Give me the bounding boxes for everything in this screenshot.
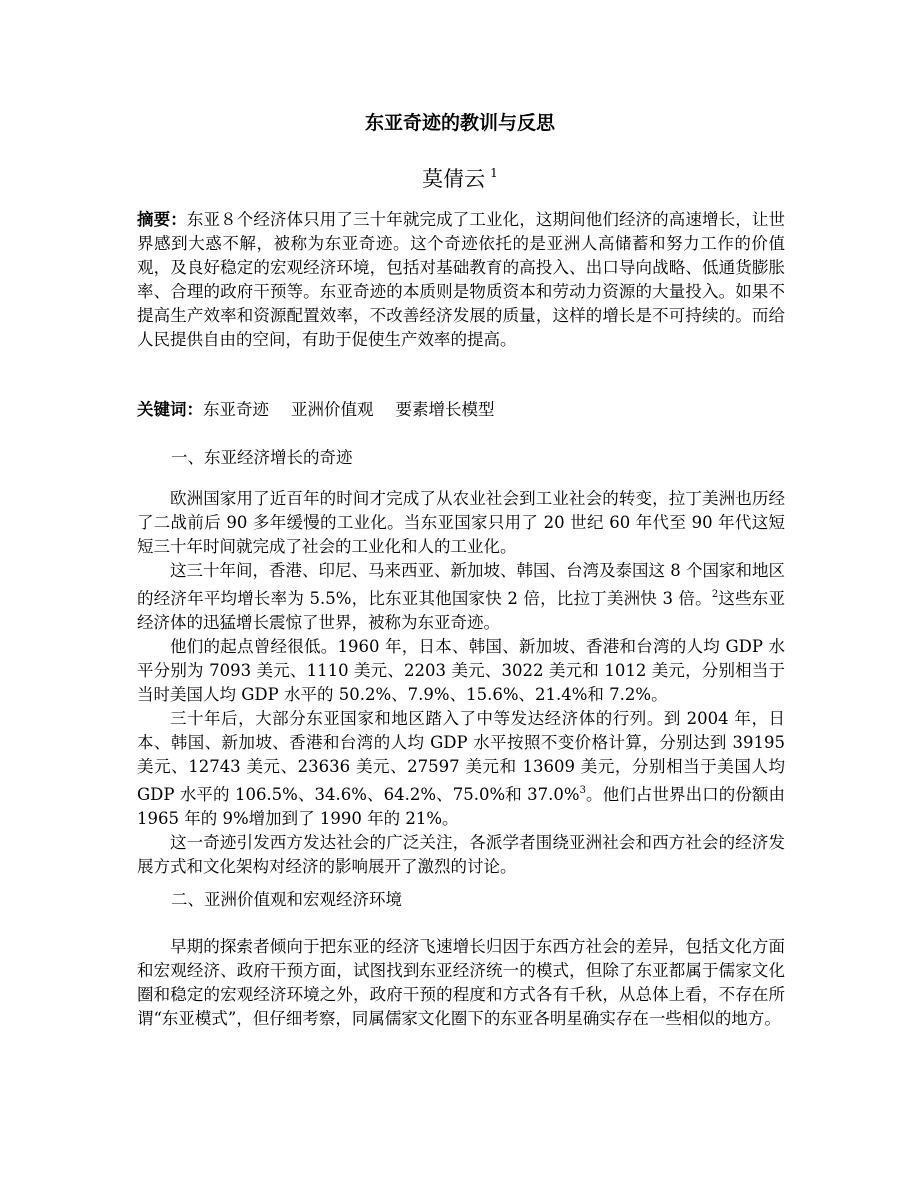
paragraph — [137, 707, 785, 831]
section-1-body — [137, 487, 785, 879]
paragraph-text: 。他们占世界出口的份额由 1965 年的 9%增加到了 1990 年的 21%。 — [137, 785, 786, 828]
paragraph-text: 这些东亚经济体的迅猛增长震惊了世界，被称为东亚奇迹。 — [137, 589, 786, 632]
section-2-body — [137, 935, 785, 1031]
keywords — [137, 398, 785, 422]
keyword: 亚洲价值观 — [291, 400, 374, 419]
author-name: 莫倩云 — [422, 167, 486, 191]
paragraph: 这一奇迹引发西方发达社会的广泛关注，各派学者围绕亚洲社会和西方社会的经济发展方式和文化架构对经济的影响展开了激烈的讨论。 — [137, 833, 785, 876]
section-heading-1: 一、东亚经济增长的奇迹 — [171, 448, 353, 467]
paragraph: 早期的探索者倾向于把东亚的经济飞速增长归因于东西方社会的差异，包括文化方面和宏观经济、政府干预方面，试图找到东亚经济统一的模式，但除了东亚都属于儒家文化圈和稳定的宏观经济环境之外，政府干预的程度和方式各有千秋，从总体上看，不存在所谓“东亚模式”，但仔细考察，同属儒家文化圈下的东亚各明星确实存在一些相似的地方。 — [137, 937, 785, 1028]
author-footnote-mark: 1 — [490, 166, 498, 180]
keywords-label: 关键词： — [137, 400, 203, 419]
keyword: 东亚奇迹 — [203, 400, 269, 419]
abstract-label: 摘要： — [137, 210, 187, 229]
keyword: 要素增长模型 — [395, 400, 495, 419]
abstract-text: 东亚８个经济体只用了三十年就完成了工业化，这期间他们经济的高速增长，让世界感到大惑不解，被称为东亚奇迹。这个奇迹依托的是亚洲人高储蓄和努力工作的价值观，及良好稳定的宏观经济环境，包括对基础教育的高投入、出口导向战略、低通货膨胀率、合理的政府干预等。东亚奇迹的本质则是物质资本和劳动力资源的大量投入。如果不提高生产效率和资源配置效率，不改善经济发展的质量，这样的增长是不可持续的。而给人民提供自由的空间，有助于促使生产效率的提高。 — [137, 210, 786, 349]
paragraph: 他们的起点曾经很低。1960 年，日本、韩国、新加坡、香港和台湾的人均 GDP 水平分别为 7093 美元、1110 美元、2203 美元、3022 美元和 1012 美元，分别相当于当时美国人均 GDP 水平的 50.2%、7.9%、15.6%、21.4%和 7.2%。 — [137, 637, 785, 704]
section-heading-2: 二、亚洲价值观和宏观经济环境 — [171, 890, 402, 909]
paragraph: 欧洲国家用了近百年的时间才完成了从农业社会到工业社会的转变，拉丁美洲也历经了二战前后 90 多年缓慢的工业化。当东亚国家只用了 20 世纪 60 年代至 90 年代这短短三十年时间就完成了社会的工业化和人的工业化。 — [137, 489, 785, 556]
paragraph-text: 这三十年间，香港、印尼、马来西亚、新加坡、韩国、台湾及泰国这 8 个国家和地区的经济年平均增长率为 5.5%，比东亚其他国家快 2 倍，比拉丁美洲快 3 倍。 — [137, 561, 785, 608]
document-title: 东亚奇迹的教训与反思 — [364, 112, 555, 134]
abstract — [137, 208, 785, 352]
footnote-mark: 3 — [579, 785, 586, 796]
author-line — [0, 158, 920, 194]
paragraph — [137, 559, 785, 635]
footnote-mark: 2 — [711, 589, 719, 600]
paragraph-text: 三十年后，大部分东亚国家和地区踏入了中等发达经济体的行列。到 2004 年，日本、韩国、新加坡、香港和台湾的人均 GDP 水平按照不变价格计算，分别达到 39195 美元、12743 美元、23636 美元、27597 美元和 13609 美元，分别相当于美国人均 GDP 水平的 106.5%、34.6%、64.2%、75.0%和 37.0% — [137, 709, 785, 804]
